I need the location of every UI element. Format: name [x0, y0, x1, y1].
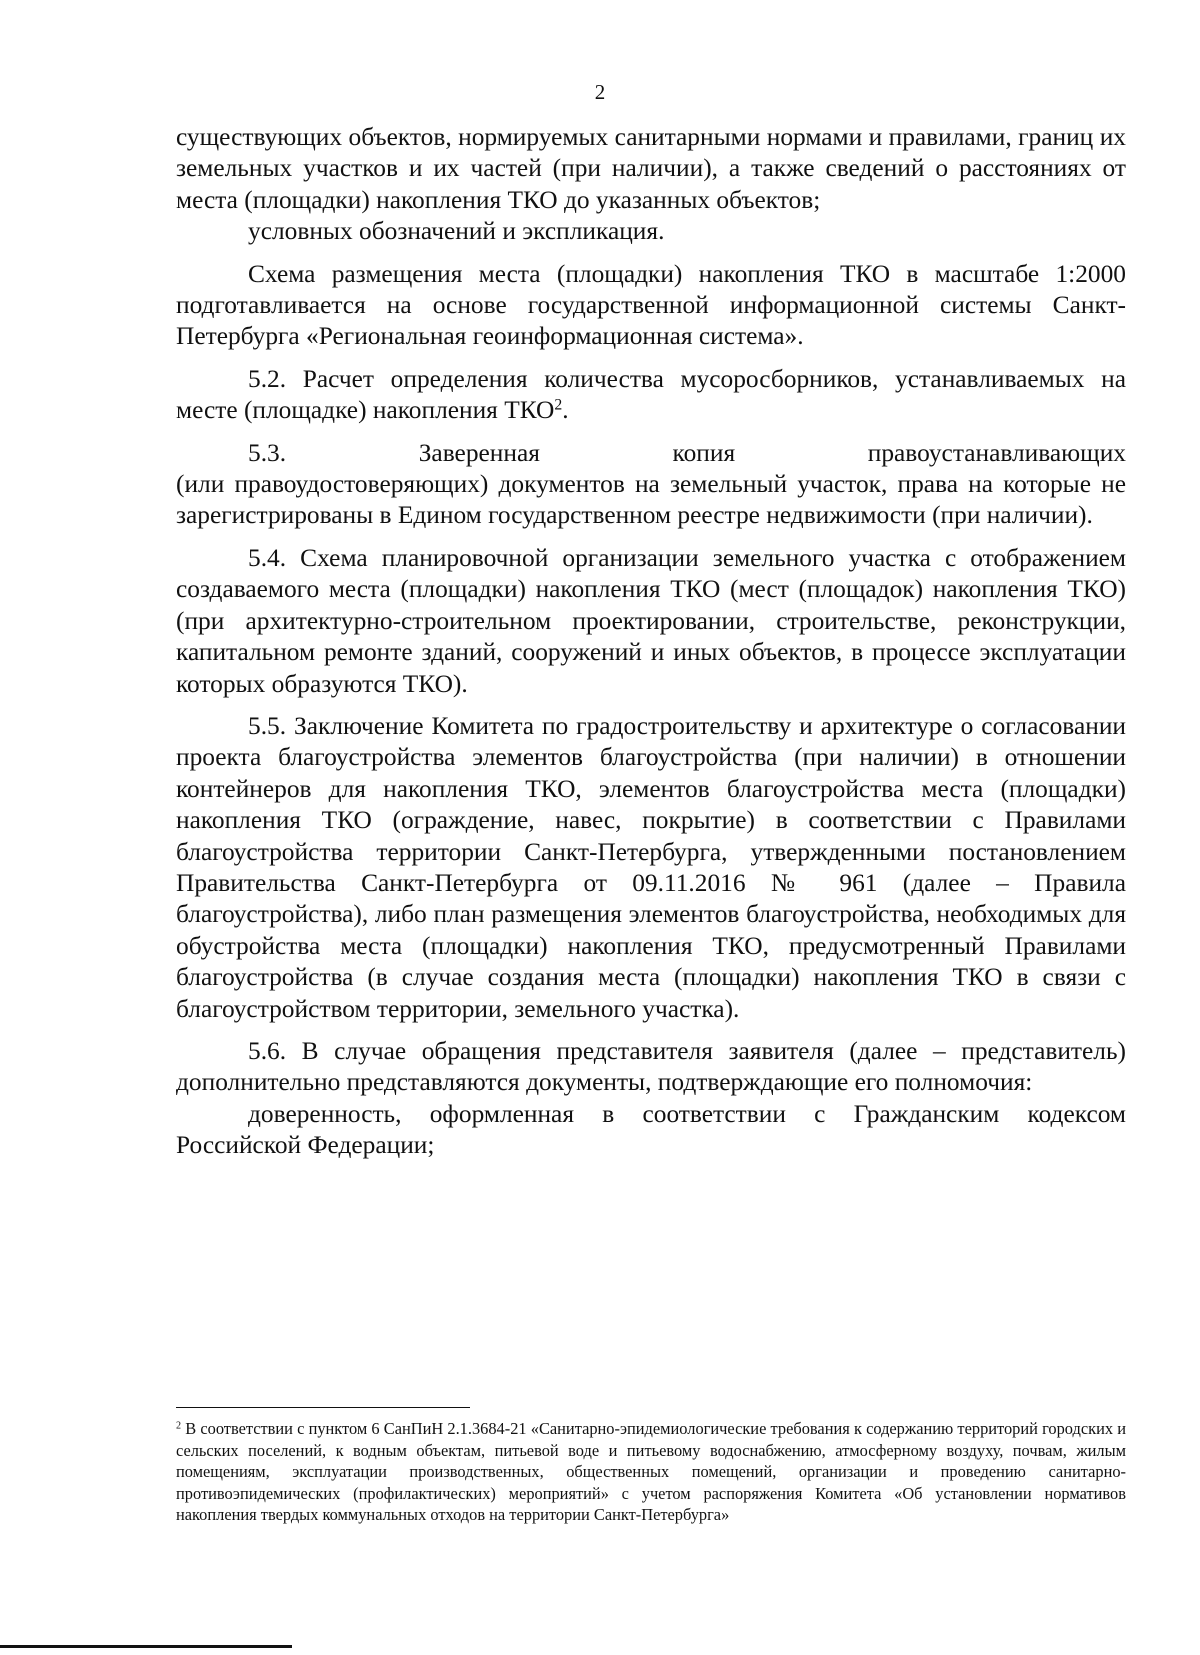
footnote-marker: 2	[176, 1420, 182, 1432]
paragraph-5-2-tail: .	[562, 396, 569, 425]
paragraph-5-2-text: 5.2. Расчет определения количества мусоросборников, устанавливаемых на месте (площадке) накопления ТКО	[176, 364, 1126, 425]
paragraph-objects-continuation: существующих объектов, нормируемых санитарными нормами и правилами, границ их земельных участков и их частей (при наличии), а также сведений о расстояниях от места (площадки) накопления ТКО до указанных объектов;	[176, 123, 1126, 214]
footnote-text: В соответствии с пунктом 6 СанПиН 2.1.3684-21 «Санитарно-эпидемиологические требования к содержанию территорий городских и сельских поселений, к водным объектам, питьевой воде и питьевому водоснабжению, атмосферному воздуху, почвам, жилым помещениям, эксплуатации производственных, общественных помещений, организации и проведению санитарно-противоэпидемических (профилактических) мероприятий» с учетом распоряжения Комитета «Об установлении нормативов накопления твердых коммунальных отходов на территории Санкт-Петербурга»	[176, 1419, 1126, 1525]
paragraph-scheme-scale: Схема размещения места (площадки) накопления ТКО в масштабе 1:2000 подготавливается на основе государственной информационной системы Санкт-Петербурга «Региональная геоинформационная система».	[176, 259, 1126, 351]
footnote-separator	[176, 1407, 470, 1408]
page-number: 2	[594, 80, 606, 104]
paragraph-5-2	[176, 364, 1126, 427]
paragraph-5-5: 5.5. Заключение Комитета по градостроительству и архитектуре о согласовании проекта благоустройства элементов благоустройства (при наличии) в отношении контейнеров для накопления ТКО, элементов благоустройства места (площадки) накопления ТКО (ограждение, навес, покрытие) в соответствии с Правилами благоустройства территории Санкт-Петербурга, утвержденными постановлением Правительства Санкт-Петербурга от 09.11.2016 № 961 (далее – Правила благоустройства), либо план размещения элементов благоустройства, необходимых для обустройства места (площадки) накопления ТКО, предусмотренный Правилами благоустройства (в случае создания места (площадки) накопления ТКО в связи с благоустройством территории, земельного участка).	[176, 711, 1126, 1023]
paragraph-power-of-attorney: доверенность, оформленная в соответствии с Гражданским кодексом Российской Федерации;	[176, 1099, 1126, 1160]
paragraph-5-4: 5.4. Схема планировочной организации земельного участка с отображением создаваемого места (площадки) накопления ТКО (мест (площадок) накопления ТКО) (при архитектурно-строительном проектировании, строительстве, реконструкции, капитальном ремонте зданий, сооружений и иных объектов, в процессе эксплуатации которых образуются ТКО).	[176, 543, 1126, 698]
paragraph-legend: условных обозначений и экспликация.	[248, 217, 665, 246]
paragraph-5-3-rest: (или правоудостоверяющих) документов на земельный участок, права на которые не зарегистрированы в Едином государственном реестре недвижимости (при наличии).	[176, 470, 1126, 530]
footnote	[176, 1418, 1126, 1526]
document-body	[176, 122, 1126, 1162]
scan-edge-line	[0, 1645, 292, 1648]
paragraph-5-6: 5.6. В случае обращения представителя заявителя (далее – представитель) дополнительно представляются документы, подтверждающие его полномочия:	[176, 1036, 1126, 1097]
footnote-reference: 2	[554, 396, 563, 414]
paragraph-5-3-first-line: 5.3. Заверенная копия правоустанавливающих	[248, 438, 1126, 467]
